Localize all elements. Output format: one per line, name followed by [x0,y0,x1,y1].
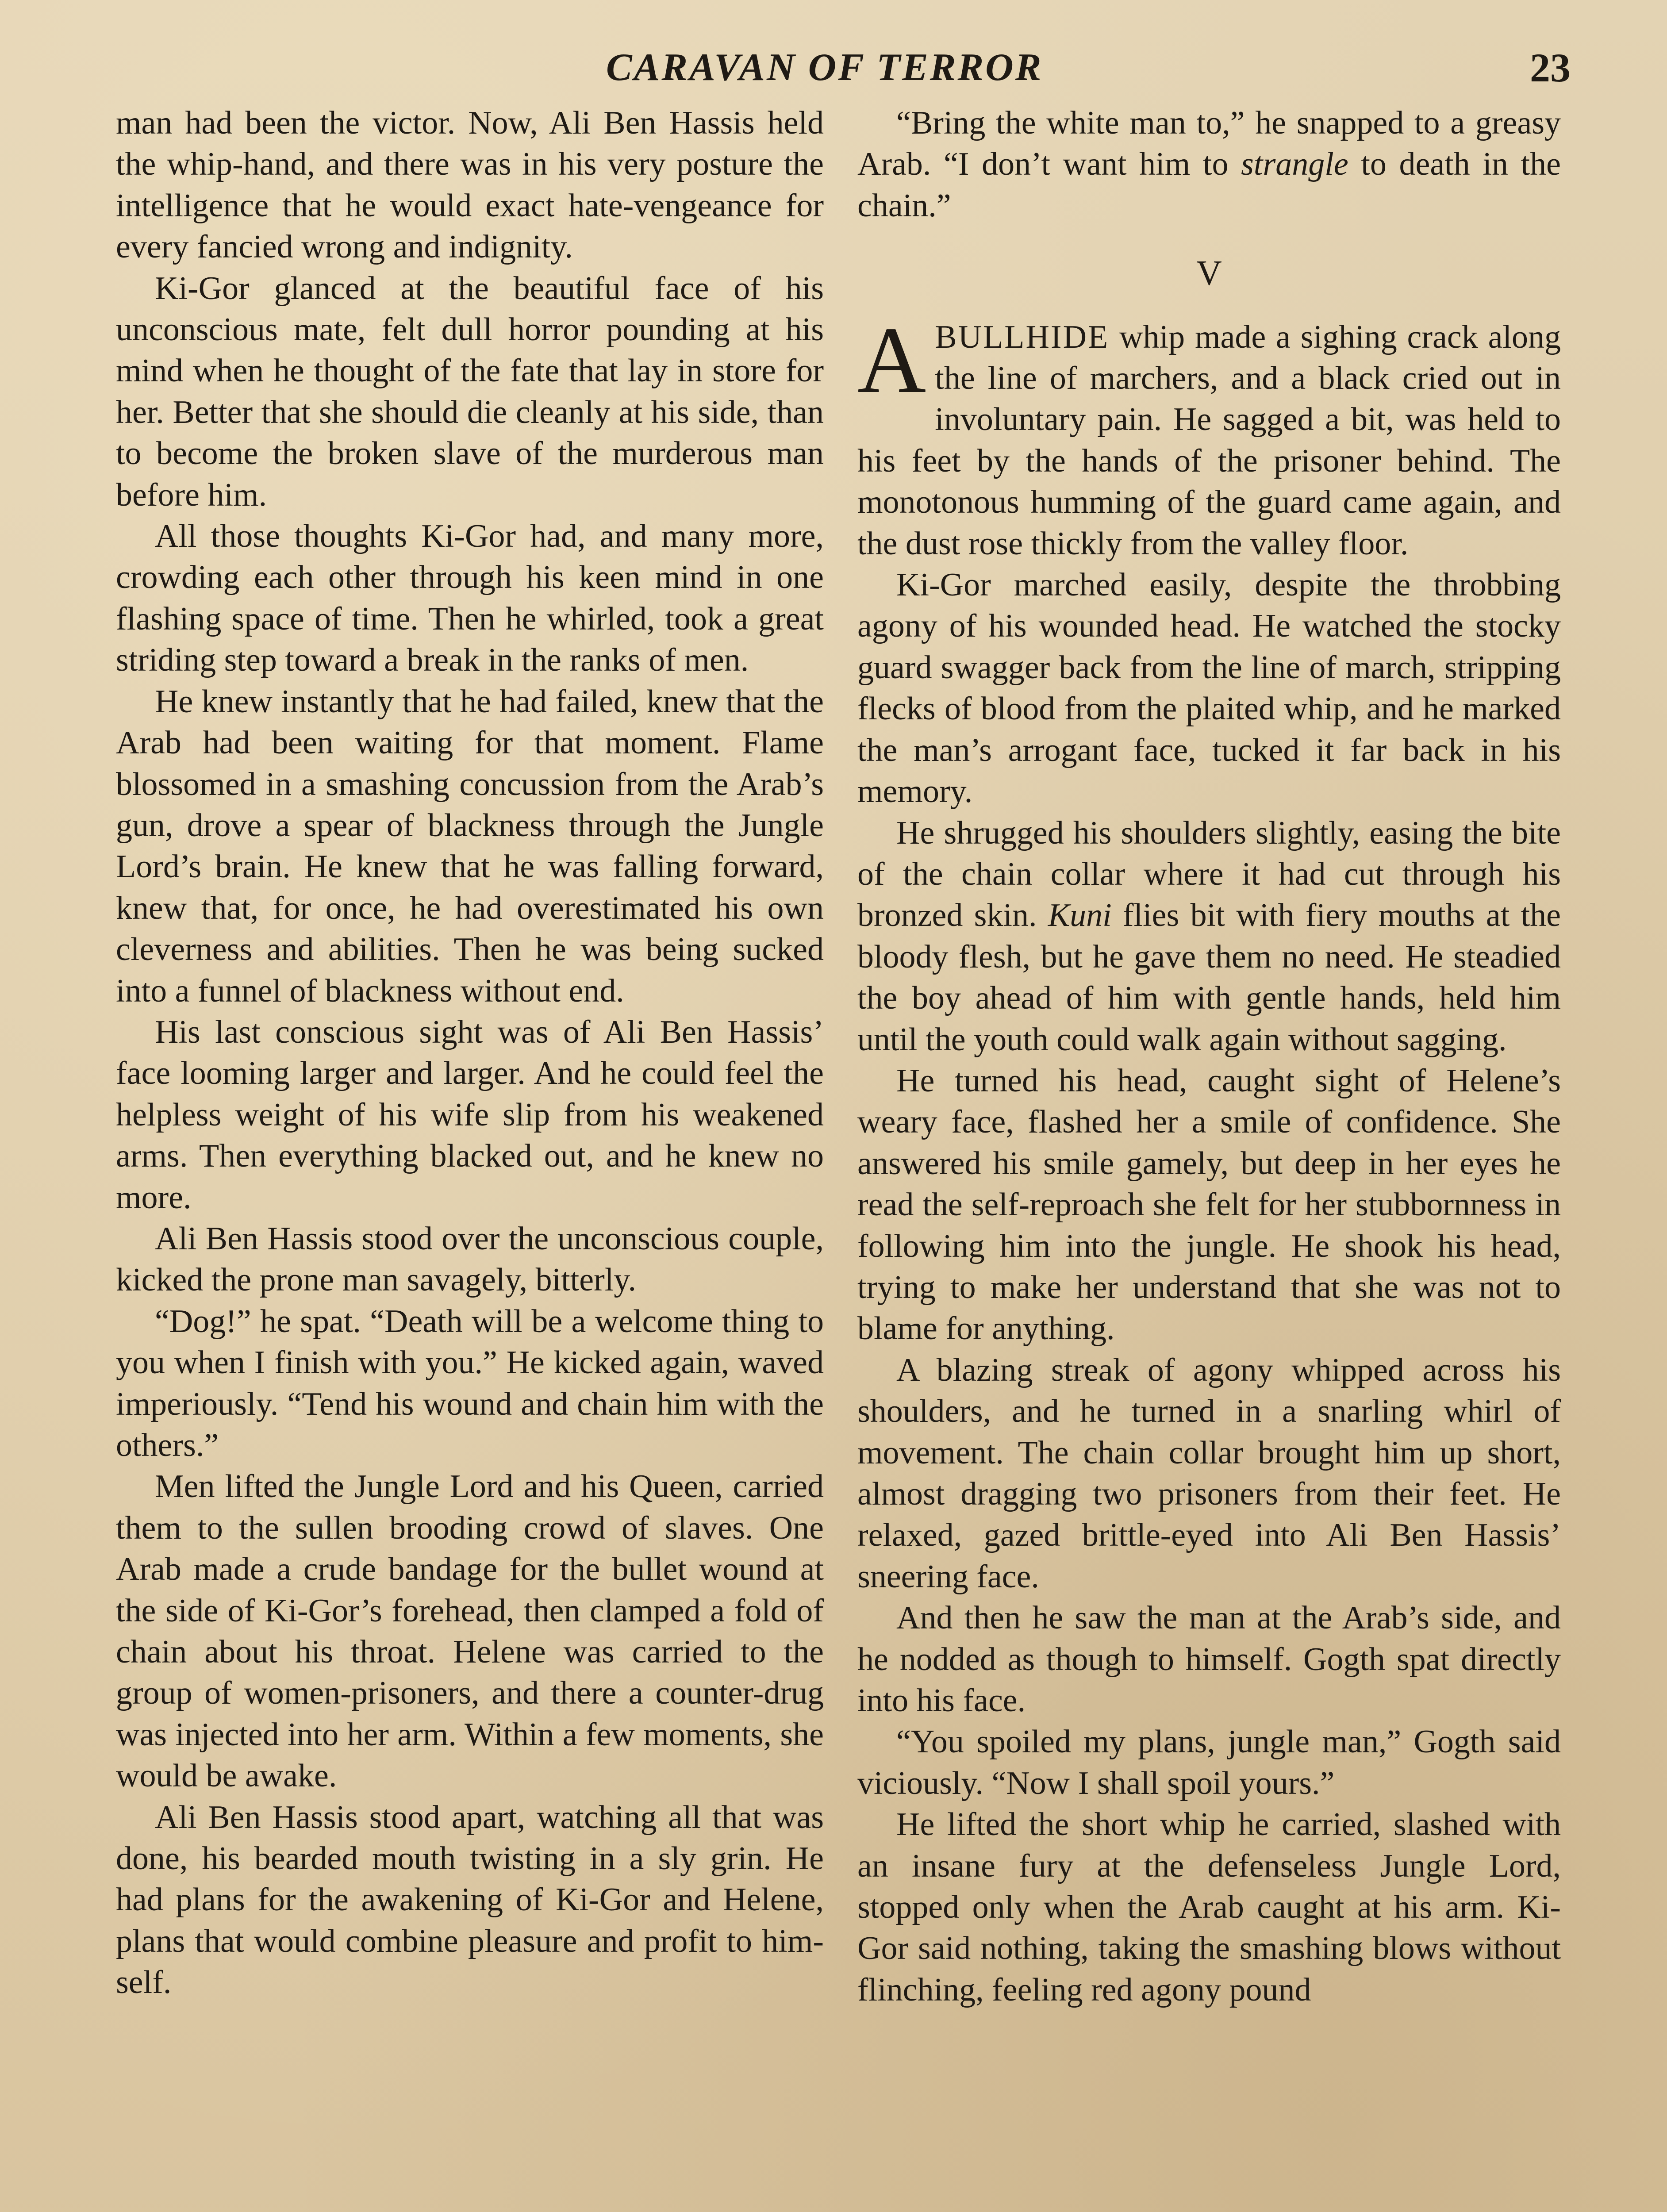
drop-cap-letter: A [857,307,926,413]
paragraph: “You spoiled my plans, jungle man,” Gogth said viciously. “Now I shall spoil yours.” [857,1724,1561,1801]
left-column [116,103,824,2212]
paragraph: His last conscious sight was of Ali Ben Hassis’ face looming larger and larger. And he could feel the helpless weight of his wife slip from his weakened arms. Then everything blacked out, and he knew no more. [116,1014,824,1216]
italic-word: Kuni [1048,897,1112,934]
paragraph: Ki-Gor glanced at the beautiful face of his unconscious mate, felt dull horror pounding at his mind when he thought of the fate that lay in store for her. Better that she should die cleanly at his side, than to become the broken slave of the murderous man before him. [116,270,824,513]
page-number: 23 [1530,45,1571,90]
paragraph: Ali Ben Hassis stood over the unconscious couple, kicked the prone man savagely, bitterly. [116,1220,824,1298]
italic-word: strangle [1241,146,1348,183]
paragraph: A blazing streak of agony whipped across his shoulders, and he turned in a snarling whirl of movement. The chain collar brought him up short, almost dragging two prisoners from their feet. He relaxed, gazed brittle-eyed into Ali Ben Hassis’ sneering face. [857,1352,1561,1595]
text-span: whip made a sighing crack along the line of marchers, and a black cried out in involuntary pain. He sagged a bit, was held to his feet by the hands of the prisoner behind. The monotonous humming of the guard came again, and the dust rose thickly from the valley floor. [857,319,1561,562]
paragraph: man had been the victor. Now, Ali Ben Hassis held the whip-hand, and there was in his very posture the intelligence that he would exact hate-vengeance for every fancied wrong and indignity. [116,105,824,265]
paragraph: He lifted the short whip he carried, slashed with an insane fury at the defenseless Jungle Lord, stopped only when the Arab caught at his arm. Ki-Gor said nothing, taking the smashing blows without flinching, feeling red agony pound [857,1806,1561,2008]
text-span: flies bit with fiery mouths at the bloody flesh, but he gave them no need. He steadied the boy ahead of him with gentle hands, held him until the youth could walk again without sagging. [857,897,1561,1058]
paragraph: All those thoughts Ki-Gor had, and many more, crowding each other through his keen mind in one flashing space of time. Then he whirled, took a great striding step toward a break in the ranks of men. [116,518,824,679]
text-span: to death in the chain.” [857,146,1561,224]
paragraph: And then he saw the man at the Arab’s side, and he nodded as though to himself. Gogth spat directly into his face. [857,1600,1561,1719]
page-header [111,41,1571,94]
text-span: “Bring the white man to,” he snapped to a greasy Arab. “I don’t want him to [857,105,1561,183]
right-column [857,103,1561,2212]
paragraph: Men lifted the Jungle Lord and his Queen, carried them to the sullen brooding crowd of slaves. One Arab made a crude bandage for the bullet wound at the side of Ki-Gor’s forehead, then clamped a fold of chain about his throat. Helene was carried to the group of women-prisoners, and there a counter-drug was injected into her arm. Within a few moments, she would be awake. [116,1468,824,1794]
paragraph-intro-quote [857,103,1561,227]
paragraph-dropcap [857,307,1561,565]
paragraph: Ali Ben Hassis stood apart, watching all that was done, his bearded mouth twisting in a sly grin. He had plans for the awakening of Ki-Gor and Helene, plans that would combine pleasure and profit to himself. [116,1799,824,2001]
paragraph [857,813,1561,1060]
running-title: CARAVAN OF TERROR [606,46,1043,89]
paragraph: “Dog!” he spat. “Death will be a welcome thing to you when I finish with you.” He kicked again, waved imperiously. “Tend his wound and chain him with the others.” [116,1303,824,1463]
paragraph: Ki-Gor marched easily, despite the throbbing agony of his wounded head. He watched the stocky guard swagger back from the line of march, stripping flecks of blood from the plaited whip, and he marked the man’s arrogant face, tucked it far back in his memory. [857,567,1561,810]
small-caps-word: BULLHIDE [935,319,1110,355]
text-span: He shrugged his shoulders slightly, easing the bite of the chain collar where it had cut through his bronzed skin. [857,814,1561,934]
paragraph: He turned his head, caught sight of Helene’s weary face, flashed her a smile of confidence. She answered his smile gamely, but deep in her eyes he read the self-reproach she felt for her stubbornness in following him into the jungle. He shook his head, trying to make her understand that she was not to blame for anything. [857,1062,1561,1347]
section-number: V [1196,254,1222,293]
paragraph: He knew instantly that he had failed, knew that the Arab had been waiting for that moment. Flame blossomed in a smashing concussion from the Arab’s gun, drove a spear of blackness through the Jungle Lord’s brain. He knew that he was falling forward, knew that, for once, he had overestimated his own cleverness and abilities. Then he was being sucked into a funnel of blackness without end. [116,683,824,1009]
